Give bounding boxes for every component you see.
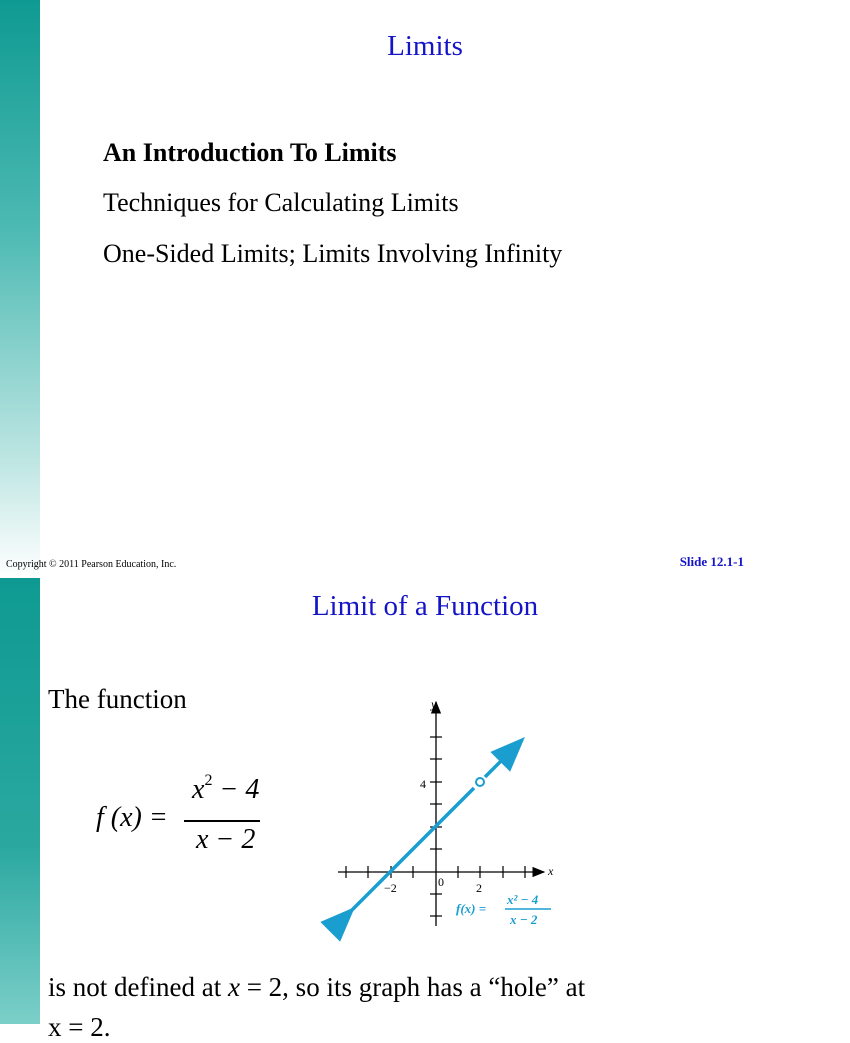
numerator-variable: x — [192, 774, 205, 805]
graph-caption-denominator: x − 2 — [510, 912, 538, 927]
slide-sidebar-gradient — [0, 0, 40, 578]
body-text-continued: x = 2. — [48, 1012, 111, 1042]
slide-limit-of-function — [0, 578, 768, 1042]
slide-title: Limits — [387, 30, 463, 62]
body-text — [48, 972, 585, 1003]
tick-label-x-neg2: −2 — [384, 881, 397, 895]
slide-sidebar-gradient — [0, 578, 40, 1024]
slide-title: Limit of a Function — [311, 590, 539, 622]
x-axis-label: x — [548, 864, 554, 878]
copyright-text: Copyright © 2011 Pearson Education, Inc. — [6, 559, 177, 570]
formula-denominator: x − 2 — [196, 824, 256, 855]
topic-item-3: One-Sided Limits; Limits Involving Infinity — [103, 239, 563, 268]
tick-label-y-4: 4 — [420, 777, 426, 791]
tick-label-origin: 0 — [438, 875, 444, 889]
formula-numerator — [192, 774, 259, 806]
y-axis-label: y — [431, 697, 437, 711]
formula-lhs: f (x) = — [96, 802, 168, 833]
graph-caption-numerator: x² − 4 — [507, 892, 539, 907]
graph-line-lower — [350, 788, 474, 912]
function-graph — [330, 696, 570, 936]
numerator-rest: − 4 — [212, 774, 260, 805]
graph-line-upper — [485, 742, 520, 777]
body-text-variable: x — [227, 972, 240, 1002]
numerator-exponent: 2 — [204, 772, 213, 789]
graph-caption-lhs: f(x) = — [456, 901, 487, 916]
topic-item-1: An Introduction To Limits — [103, 138, 397, 167]
body-text-part-2: = 2, so its graph has a “hole” at — [239, 972, 586, 1002]
slide-number: Slide 12.1-1 — [679, 554, 744, 569]
fraction-bar — [184, 820, 260, 822]
topic-item-2: Techniques for Calculating Limits — [103, 188, 459, 217]
tick-label-x-2: 2 — [476, 881, 482, 895]
lead-text: The function — [48, 684, 187, 714]
hole-point — [476, 778, 484, 786]
body-text-part-1: is not defined at — [48, 972, 228, 1002]
